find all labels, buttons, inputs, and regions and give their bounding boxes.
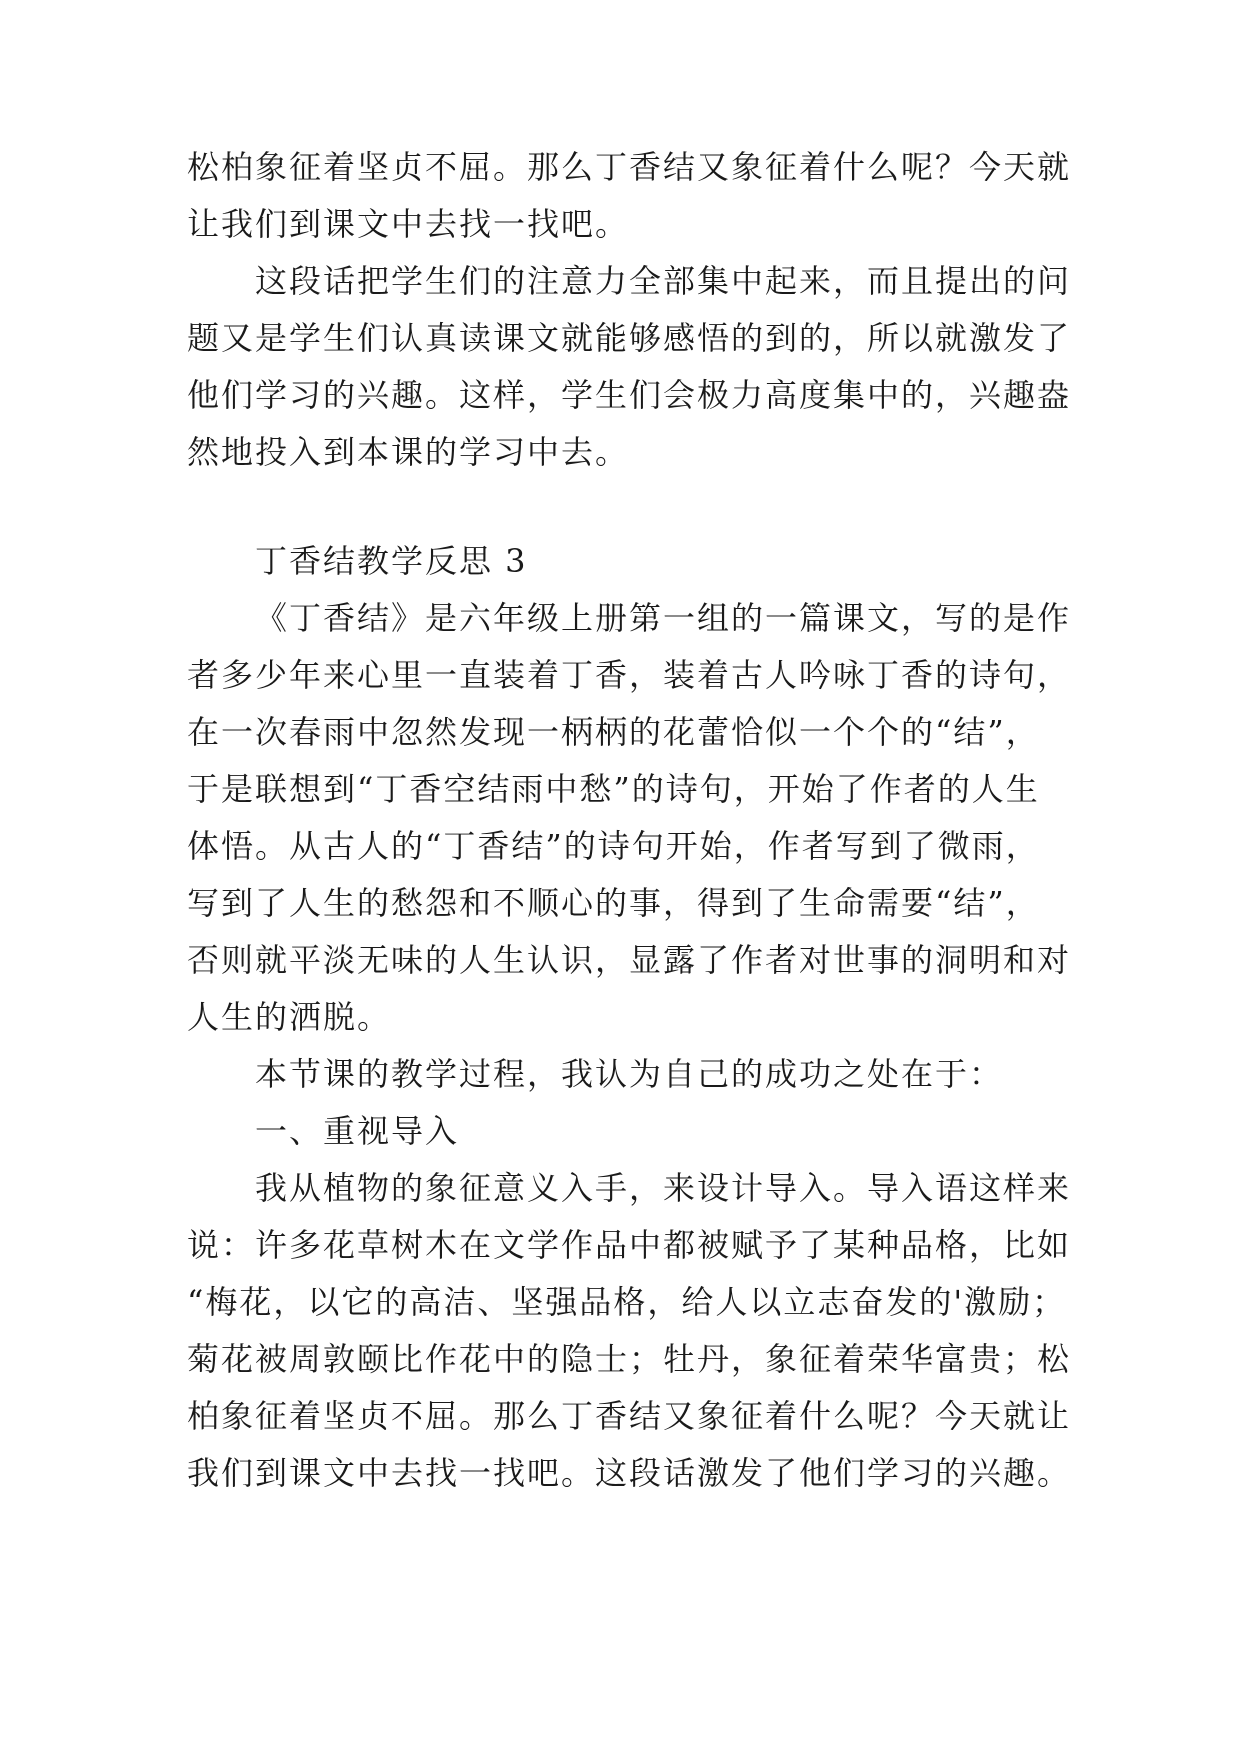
paragraph-first-line: 这段话把学生们的注意力全部集中起来，而且提出的问 [255,262,1072,300]
text-line: 否则就平淡无味的人生认识，显露了作者对世事的洞明和对 [187,941,1072,979]
text-line: 然地投入到本课的学习中去。 [187,433,630,471]
text-line: 柏象征着坚贞不屈。那么丁香结又象征着什么呢？今天就让 [187,1397,1072,1435]
text-line: 在一次春雨中忽然发现一柄柄的花蕾恰似一个个的“结”， [187,713,1040,751]
text-line: 体悟。从古人的“丁香结”的诗句开始，作者写到了微雨， [187,827,1040,865]
text-line: 写到了人生的愁怨和不顺心的事，得到了生命需要“结”， [187,884,1040,922]
section-heading: 丁香结教学反思 3 [255,542,528,580]
text-line: 说：许多花草树木在文学作品中都被赋予了某种品格，比如 [187,1226,1072,1264]
text-line: 松柏象征着坚贞不屈。那么丁香结又象征着什么呢？今天就 [187,148,1072,186]
paragraph-first-line: 我从植物的象征意义入手，来设计导入。导入语这样来 [255,1169,1072,1207]
text-line: 题又是学生们认真读课文就能够感悟的到的，所以就激发了 [187,319,1072,357]
subsection-heading: 一、重视导入 [255,1112,460,1150]
paragraph-first-line: 本节课的教学过程，我认为自己的成功之处在于： [255,1055,1004,1093]
text-line: 菊花被周敦颐比作花中的隐士；牡丹，象征着荣华富贵；松 [187,1340,1072,1378]
text-line: 人生的洒脱。 [187,998,392,1036]
text-line: 我们到课文中去找一找吧。这段话激发了他们学习的兴趣。 [187,1454,1072,1492]
text-line: 让我们到课文中去找一找吧。 [187,205,630,243]
text-line: 他们学习的兴趣。这样，学生们会极力高度集中的，兴趣盎 [187,376,1072,414]
paragraph-first-line: 《丁香结》是六年级上册第一组的一篇课文，写的是作 [255,599,1072,637]
text-line: “梅花，以它的高洁、坚强品格，给人以立志奋发的'激励； [187,1283,1067,1321]
text-line: 于是联想到“丁香空结雨中愁”的诗句，开始了作者的人生 [187,770,1040,808]
text-line: 者多少年来心里一直装着丁香，装着古人吟咏丁香的诗句， [187,656,1072,694]
